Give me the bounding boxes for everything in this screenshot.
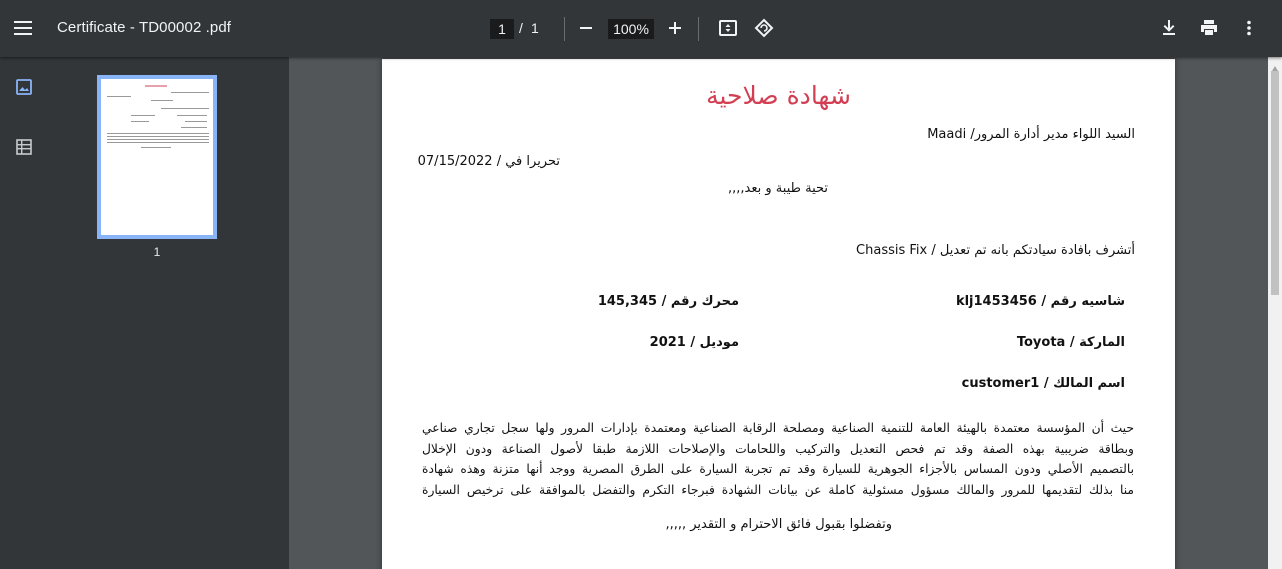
zoom-input[interactable]: 100% <box>608 19 654 39</box>
download-icon[interactable] <box>1157 16 1181 40</box>
thumb-line <box>107 142 209 143</box>
owner-field: اسم المالك / customer1 <box>961 376 1125 391</box>
date-line: تحريرا في / 07/15/2022 <box>417 154 560 169</box>
page-thumbnail[interactable] <box>97 75 217 239</box>
body-line: حيث أن المؤسسة معتمدة بالهيئة العامة للتنمية الصناعية ومصلحة الرقابة الصناعية ومعتمدة بإدارات المرور ولها سجل تجاري صناعي <box>422 421 1134 435</box>
thumb-line <box>107 96 131 97</box>
body-line: وبطاقة ضريبية بهذه الصفة وقد تم فحص التعديل والتركيب واللحامات والإصلاحات اللازمة طبقا لأصول الصناعة ودون الإخلال <box>422 441 1134 456</box>
certificate-title: شهادة صلاحية <box>706 81 851 110</box>
model-field: موديل / 2021 <box>649 335 739 350</box>
thumb-line <box>161 108 209 109</box>
modification-line: أتشرف بافادة سيادتكم بانه تم تعديل / Chassis Fix <box>856 243 1135 258</box>
certificate-body <box>422 418 1134 500</box>
page-number-input[interactable]: 1 <box>490 19 514 39</box>
thumb-line <box>107 133 209 134</box>
thumb-line <box>185 121 207 122</box>
toolbar-divider <box>564 17 565 41</box>
engine-number: محرك رقم / 145,345 <box>597 294 739 309</box>
scroll-up-icon[interactable] <box>1271 60 1279 68</box>
toolbar-divider <box>698 17 699 41</box>
thumb-title-mark <box>145 85 167 87</box>
page-total: 1 <box>531 20 539 36</box>
page-separator: / <box>519 20 523 36</box>
thumb-line <box>177 115 207 116</box>
thumbnails-icon[interactable] <box>12 75 36 99</box>
zoom-in-icon[interactable] <box>663 16 687 40</box>
thumb-line <box>141 147 171 148</box>
outline-icon[interactable] <box>12 135 36 159</box>
closing-line: وتفضلوا بقبول فائق الاحترام و التقدير ,,,,, <box>665 517 892 532</box>
more-options-icon[interactable] <box>1237 16 1261 40</box>
thumb-line <box>107 139 209 140</box>
thumb-line <box>131 115 155 116</box>
rotate-icon[interactable] <box>752 16 776 40</box>
chassis-number: شاسيه رقم / klj1453456 <box>955 294 1125 309</box>
thumbnail-page-number: 1 <box>153 245 161 259</box>
thumb-line <box>181 127 207 128</box>
thumb-line <box>151 100 173 101</box>
greeting-line: تحية طيبة و بعد,,,, <box>728 181 828 196</box>
print-icon[interactable] <box>1197 16 1221 40</box>
document-title: Certificate - TD00002 .pdf <box>57 19 232 36</box>
pdf-page <box>382 59 1175 569</box>
body-line: بالتصميم الأصلي ودون المساس بالأجزاء الجوهرية للسيارة وقد تم تجربة السيارة على الطرق المصرية ووجد أنها متزنة وهذه شهادة <box>422 462 1134 476</box>
vertical-scrollbar[interactable] <box>1268 57 1282 569</box>
thumb-line <box>131 121 149 122</box>
fit-page-icon[interactable] <box>716 16 740 40</box>
menu-icon[interactable] <box>10 15 36 41</box>
thumb-line <box>171 92 209 93</box>
brand-field: الماركة / Toyota <box>1016 335 1125 350</box>
zoom-out-icon[interactable] <box>574 16 598 40</box>
thumb-line <box>107 136 209 137</box>
pdf-toolbar <box>0 0 1282 57</box>
addressee-line: السيد اللواء مدير أدارة المرور/ Maadi <box>927 127 1135 142</box>
scrollbar-thumb[interactable] <box>1271 71 1279 295</box>
body-line: منا بذلك لتقديمها للمرور والمالك مسؤول مسئولية كاملة عن بيانات الشهادة فبرجاء التكرم والتفضل بالموافقة على ترخيص السيارة <box>422 482 1134 497</box>
